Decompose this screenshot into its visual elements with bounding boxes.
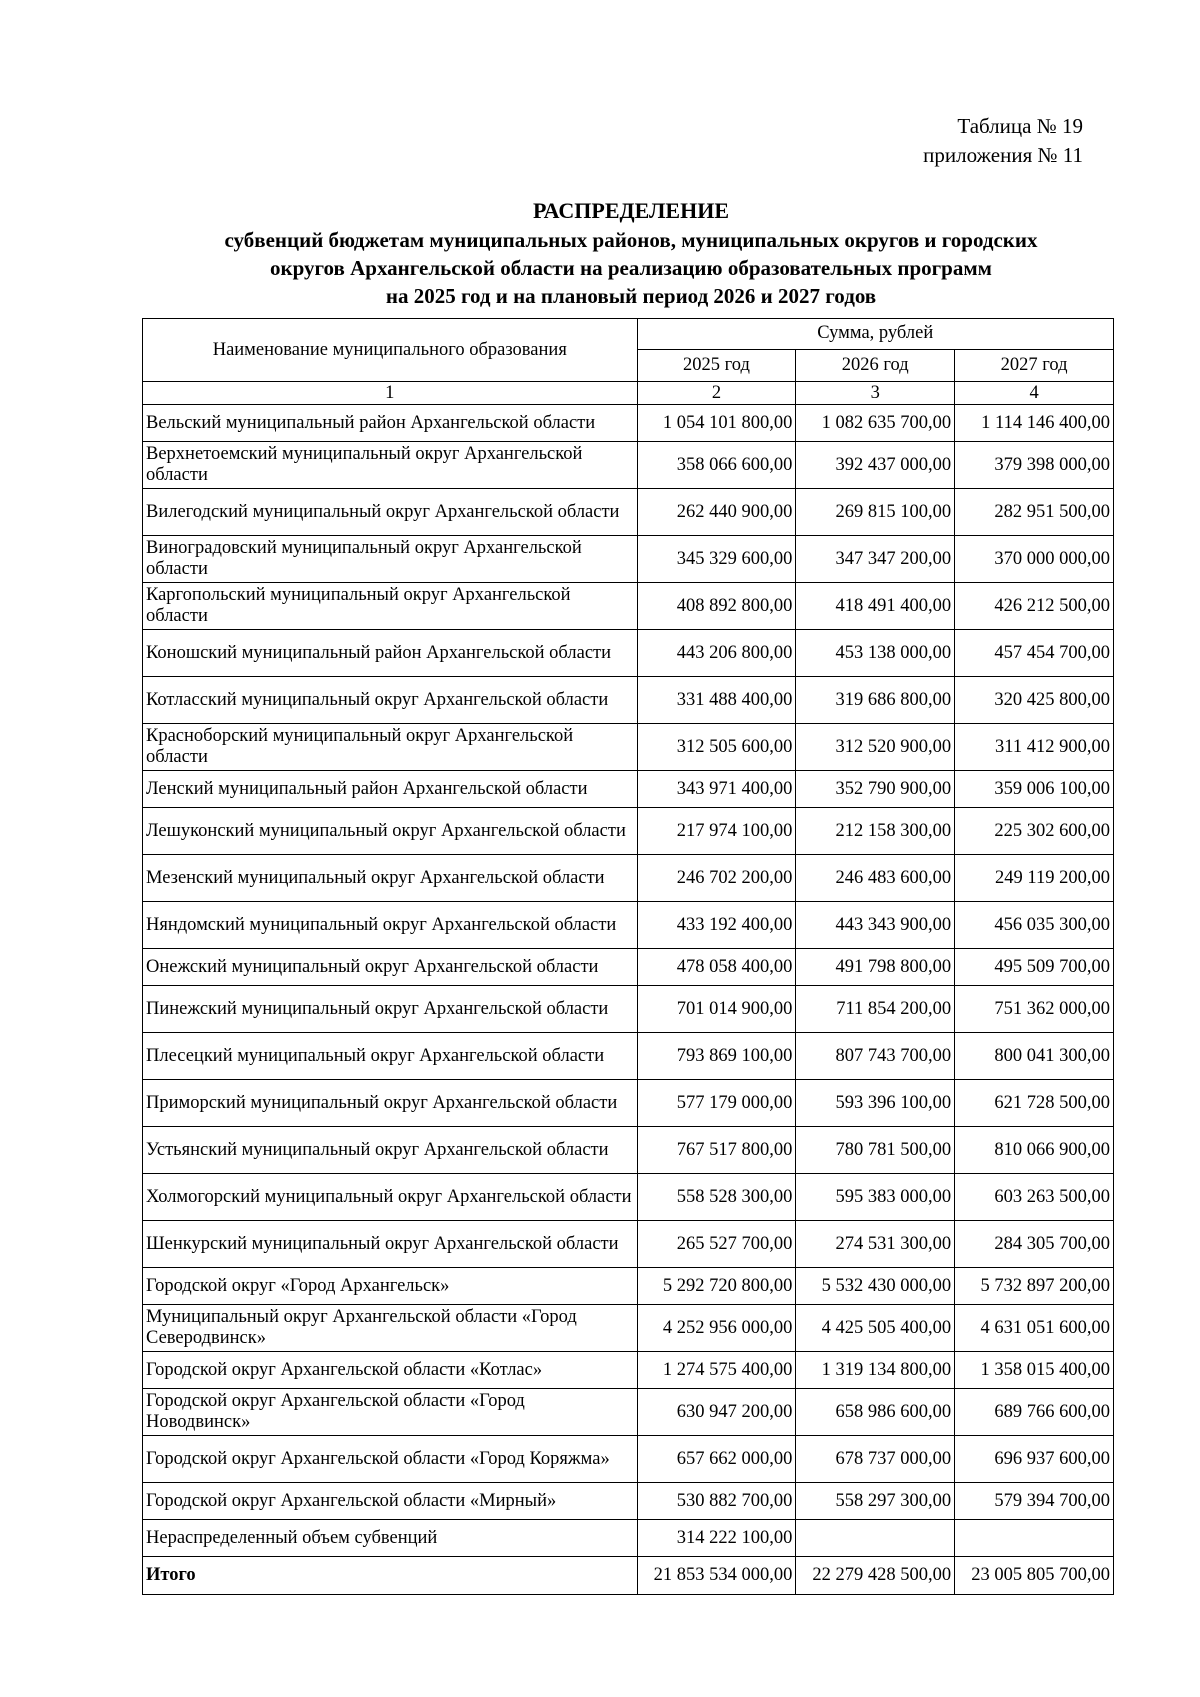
- table-row: [143, 1436, 1114, 1483]
- municipality-name: Приморский муниципальный округ Архангельской области: [143, 1080, 638, 1127]
- amount-2027: 426 212 500,00: [955, 583, 1114, 630]
- document-title: [142, 196, 1120, 310]
- amount-2027: 495 509 700,00: [955, 949, 1114, 986]
- col-index: 4: [955, 382, 1114, 405]
- table-row: [143, 724, 1114, 771]
- amount-2025: 312 505 600,00: [637, 724, 796, 771]
- municipality-name: Ленский муниципальный район Архангельской области: [143, 771, 638, 808]
- table-row: [143, 855, 1114, 902]
- amount-2026: 711 854 200,00: [796, 986, 955, 1033]
- municipality-name: Верхнетоемский муниципальный округ Архангельской области: [143, 442, 638, 489]
- amount-2026: 780 781 500,00: [796, 1127, 955, 1174]
- amount-2027: 320 425 800,00: [955, 677, 1114, 724]
- municipality-name: Устьянский муниципальный округ Архангельской области: [143, 1127, 638, 1174]
- amount-2027: 282 951 500,00: [955, 489, 1114, 536]
- col-index: 1: [143, 382, 638, 405]
- title-main: РАСПРЕДЕЛЕНИЕ: [532, 198, 729, 223]
- amount-2025: 314 222 100,00: [637, 1520, 796, 1557]
- amount-2027: 800 041 300,00: [955, 1033, 1114, 1080]
- appendix-number: приложения № 11: [923, 143, 1083, 167]
- total-2026: 22 279 428 500,00: [796, 1557, 955, 1595]
- amount-2025: 443 206 800,00: [637, 630, 796, 677]
- municipality-name: Пинежский муниципальный округ Архангельской области: [143, 986, 638, 1033]
- amount-2025: 246 702 200,00: [637, 855, 796, 902]
- amount-2025: 701 014 900,00: [637, 986, 796, 1033]
- municipality-name: Городской округ «Город Архангельск»: [143, 1268, 638, 1305]
- amount-2025: 345 329 600,00: [637, 536, 796, 583]
- amount-2026: 1 319 134 800,00: [796, 1352, 955, 1389]
- amount-2026: 658 986 600,00: [796, 1389, 955, 1436]
- amount-2026: 246 483 600,00: [796, 855, 955, 902]
- amount-2027: 689 766 600,00: [955, 1389, 1114, 1436]
- amount-2027: 225 302 600,00: [955, 808, 1114, 855]
- amount-2026: 319 686 800,00: [796, 677, 955, 724]
- municipality-name: Вельский муниципальный район Архангельской области: [143, 405, 638, 442]
- amount-2025: 530 882 700,00: [637, 1483, 796, 1520]
- amount-2026: 678 737 000,00: [796, 1436, 955, 1483]
- table-row: [143, 1127, 1114, 1174]
- table-row: [143, 1483, 1114, 1520]
- amount-2027: 359 006 100,00: [955, 771, 1114, 808]
- table-row: [143, 1389, 1114, 1436]
- municipality-name: Вилегодский муниципальный округ Архангельской области: [143, 489, 638, 536]
- amount-2026: 392 437 000,00: [796, 442, 955, 489]
- amount-2025: 558 528 300,00: [637, 1174, 796, 1221]
- table-row: [143, 771, 1114, 808]
- col-index: 3: [796, 382, 955, 405]
- total-2025: 21 853 534 000,00: [637, 1557, 796, 1595]
- amount-2026: 418 491 400,00: [796, 583, 955, 630]
- title-line-3: на 2025 год и на плановый период 2026 и 2027 годов: [385, 284, 877, 308]
- amount-2027: 284 305 700,00: [955, 1221, 1114, 1268]
- table-row: [143, 902, 1114, 949]
- municipality-name: Холмогорский муниципальный округ Архангельской области: [143, 1174, 638, 1221]
- amount-2025: 478 058 400,00: [637, 949, 796, 986]
- document-reference: [923, 112, 1083, 170]
- municipality-name: Городской округ Архангельской области «Город Коряжма»: [143, 1436, 638, 1483]
- amount-2027: 751 362 000,00: [955, 986, 1114, 1033]
- municipality-name: Лешуконский муниципальный округ Архангельской области: [143, 808, 638, 855]
- amount-2025: 630 947 200,00: [637, 1389, 796, 1436]
- amount-2026: 558 297 300,00: [796, 1483, 955, 1520]
- amount-2026: 212 158 300,00: [796, 808, 955, 855]
- amount-2025: 793 869 100,00: [637, 1033, 796, 1080]
- col-header-2026: 2026 год: [796, 349, 955, 381]
- amount-2026: 347 347 200,00: [796, 536, 955, 583]
- amount-2027: 5 732 897 200,00: [955, 1268, 1114, 1305]
- amount-2027: 457 454 700,00: [955, 630, 1114, 677]
- table-row: [143, 1520, 1114, 1557]
- amount-2025: 4 252 956 000,00: [637, 1305, 796, 1352]
- municipality-name: Няндомский муниципальный округ Архангельской области: [143, 902, 638, 949]
- column-index-row: [143, 382, 1114, 405]
- amount-2026: 453 138 000,00: [796, 630, 955, 677]
- table-row: [143, 489, 1114, 536]
- amount-2027: 370 000 000,00: [955, 536, 1114, 583]
- table-row: [143, 630, 1114, 677]
- municipality-name: Коношский муниципальный район Архангельской области: [143, 630, 638, 677]
- title-line-2: округов Архангельской области на реализацию образовательных программ: [270, 256, 992, 280]
- amount-2026: 4 425 505 400,00: [796, 1305, 955, 1352]
- municipality-name: Плесецкий муниципальный округ Архангельской области: [143, 1033, 638, 1080]
- municipality-name: Городской округ Архангельской области «Город Новодвинск»: [143, 1389, 638, 1436]
- municipality-name: Муниципальный округ Архангельской области «Город Северодвинск»: [143, 1305, 638, 1352]
- amount-2025: 358 066 600,00: [637, 442, 796, 489]
- title-line-1: субвенций бюджетам муниципальных районов, муниципальных округов и городских: [224, 228, 1038, 252]
- municipality-name: Котласский муниципальный округ Архангельской области: [143, 677, 638, 724]
- table-row: [143, 1352, 1114, 1389]
- amount-2027: 810 066 900,00: [955, 1127, 1114, 1174]
- amount-2027: 249 119 200,00: [955, 855, 1114, 902]
- municipality-name: Городской округ Архангельской области «Мирный»: [143, 1483, 638, 1520]
- col-header-sum: Сумма, рублей: [637, 319, 1113, 350]
- amount-2025: 1 054 101 800,00: [637, 405, 796, 442]
- amount-2025: 343 971 400,00: [637, 771, 796, 808]
- municipality-name: Нераспределенный объем субвенций: [143, 1520, 638, 1557]
- col-header-2025: 2025 год: [637, 349, 796, 381]
- table-row: [143, 808, 1114, 855]
- table-row: [143, 949, 1114, 986]
- amount-2026: 807 743 700,00: [796, 1033, 955, 1080]
- table-row: [143, 986, 1114, 1033]
- amount-2026: 595 383 000,00: [796, 1174, 955, 1221]
- amount-2025: 657 662 000,00: [637, 1436, 796, 1483]
- amount-2026: 443 343 900,00: [796, 902, 955, 949]
- amount-2025: 217 974 100,00: [637, 808, 796, 855]
- amount-2027: 1 114 146 400,00: [955, 405, 1114, 442]
- municipality-name: Виноградовский муниципальный округ Архангельской области: [143, 536, 638, 583]
- amount-2026: 274 531 300,00: [796, 1221, 955, 1268]
- amount-2025: 5 292 720 800,00: [637, 1268, 796, 1305]
- municipality-name: Шенкурский муниципальный округ Архангельской области: [143, 1221, 638, 1268]
- municipality-name: Мезенский муниципальный округ Архангельской области: [143, 855, 638, 902]
- total-label: Итого: [143, 1557, 638, 1595]
- municipality-name: Онежский муниципальный округ Архангельской области: [143, 949, 638, 986]
- amount-2027: 311 412 900,00: [955, 724, 1114, 771]
- total-row: [143, 1557, 1114, 1595]
- amount-2025: 262 440 900,00: [637, 489, 796, 536]
- amount-2026: 312 520 900,00: [796, 724, 955, 771]
- municipality-name: Красноборский муниципальный округ Архангельской области: [143, 724, 638, 771]
- amount-2025: 331 488 400,00: [637, 677, 796, 724]
- amount-2026: 352 790 900,00: [796, 771, 955, 808]
- amount-2027: 579 394 700,00: [955, 1483, 1114, 1520]
- amount-2025: 408 892 800,00: [637, 583, 796, 630]
- amount-2026: 269 815 100,00: [796, 489, 955, 536]
- table-row: [143, 1174, 1114, 1221]
- table-row: [143, 442, 1114, 489]
- amount-2027: 379 398 000,00: [955, 442, 1114, 489]
- amount-2026: 1 082 635 700,00: [796, 405, 955, 442]
- amount-2027: 456 035 300,00: [955, 902, 1114, 949]
- amount-2026: 5 532 430 000,00: [796, 1268, 955, 1305]
- amount-2025: 1 274 575 400,00: [637, 1352, 796, 1389]
- table-row: [143, 1080, 1114, 1127]
- table-number: Таблица № 19: [957, 114, 1083, 138]
- amount-2027: 696 937 600,00: [955, 1436, 1114, 1483]
- table-row: [143, 1268, 1114, 1305]
- amount-2025: 433 192 400,00: [637, 902, 796, 949]
- table-row: [143, 583, 1114, 630]
- table-row: [143, 1033, 1114, 1080]
- municipality-name: Городской округ Архангельской области «Котлас»: [143, 1352, 638, 1389]
- municipality-name: Каргопольский муниципальный округ Архангельской области: [143, 583, 638, 630]
- amount-2025: 577 179 000,00: [637, 1080, 796, 1127]
- amount-2026: 491 798 800,00: [796, 949, 955, 986]
- amount-2026: 593 396 100,00: [796, 1080, 955, 1127]
- table-row: [143, 536, 1114, 583]
- col-index: 2: [637, 382, 796, 405]
- table-row: [143, 1305, 1114, 1352]
- amount-2027: 603 263 500,00: [955, 1174, 1114, 1221]
- col-header-name: Наименование муниципального образования: [143, 319, 638, 382]
- amount-2027: [955, 1520, 1114, 1557]
- amount-2025: 767 517 800,00: [637, 1127, 796, 1174]
- table-row: [143, 677, 1114, 724]
- amount-2027: 1 358 015 400,00: [955, 1352, 1114, 1389]
- amount-2027: 4 631 051 600,00: [955, 1305, 1114, 1352]
- amount-2025: 265 527 700,00: [637, 1221, 796, 1268]
- total-2027: 23 005 805 700,00: [955, 1557, 1114, 1595]
- amount-2026: [796, 1520, 955, 1557]
- col-header-2027: 2027 год: [955, 349, 1114, 381]
- table-row: [143, 1221, 1114, 1268]
- table-row: [143, 405, 1114, 442]
- amount-2027: 621 728 500,00: [955, 1080, 1114, 1127]
- header-row: [143, 319, 1114, 350]
- subventions-table: [142, 318, 1114, 1595]
